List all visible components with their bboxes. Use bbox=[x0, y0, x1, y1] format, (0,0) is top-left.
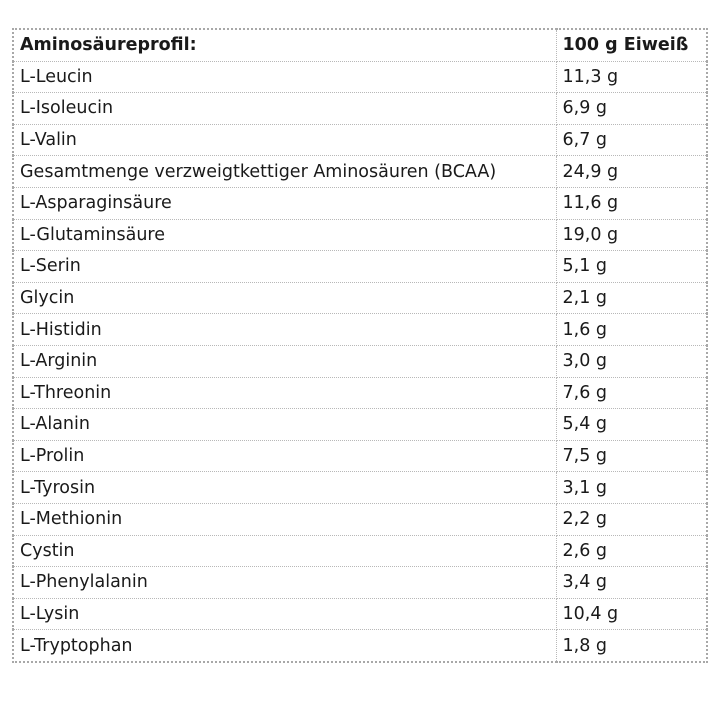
table-row bbox=[13, 187, 707, 219]
amino-acid-table bbox=[12, 28, 708, 663]
table-row bbox=[13, 503, 707, 535]
table-row bbox=[13, 314, 707, 346]
table-row bbox=[13, 567, 707, 599]
table-row bbox=[13, 598, 707, 630]
amino-acid-amount: 3,0 g bbox=[556, 345, 707, 377]
amino-acid-name: L-Glutaminsäure bbox=[13, 219, 556, 251]
amino-acid-name: L-Methionin bbox=[13, 503, 556, 535]
amino-acid-amount: 7,5 g bbox=[556, 440, 707, 472]
amino-acid-name: L-Asparaginsäure bbox=[13, 187, 556, 219]
amino-acid-name: L-Valin bbox=[13, 124, 556, 156]
amino-acid-name: L-Histidin bbox=[13, 314, 556, 346]
amino-acid-amount: 2,6 g bbox=[556, 535, 707, 567]
table-row bbox=[13, 156, 707, 188]
table-row bbox=[13, 630, 707, 662]
amino-acid-amount: 10,4 g bbox=[556, 598, 707, 630]
amino-acid-name: L-Arginin bbox=[13, 345, 556, 377]
amino-acid-name: Glycin bbox=[13, 282, 556, 314]
amino-acid-amount: 3,4 g bbox=[556, 567, 707, 599]
amino-acid-amount: 11,3 g bbox=[556, 61, 707, 93]
amino-acid-amount: 5,1 g bbox=[556, 251, 707, 283]
amino-acid-name: L-Tryptophan bbox=[13, 630, 556, 662]
amino-acid-name: L-Tyrosin bbox=[13, 472, 556, 504]
table-row bbox=[13, 124, 707, 156]
amino-acid-amount: 3,1 g bbox=[556, 472, 707, 504]
amino-acid-name: L-Phenylalanin bbox=[13, 567, 556, 599]
amino-acid-amount: 24,9 g bbox=[556, 156, 707, 188]
amino-acid-amount: 1,6 g bbox=[556, 314, 707, 346]
table-header-row bbox=[13, 29, 707, 61]
table-row bbox=[13, 61, 707, 93]
amino-acid-amount: 19,0 g bbox=[556, 219, 707, 251]
amino-acid-table-container bbox=[12, 28, 706, 663]
amino-acid-amount: 6,7 g bbox=[556, 124, 707, 156]
table-row bbox=[13, 535, 707, 567]
amino-acid-name: L-Prolin bbox=[13, 440, 556, 472]
table-body bbox=[13, 61, 707, 662]
amino-acid-amount: 2,1 g bbox=[556, 282, 707, 314]
amino-acid-amount: 7,6 g bbox=[556, 377, 707, 409]
amino-acid-name: L-Threonin bbox=[13, 377, 556, 409]
amino-acid-name: Cystin bbox=[13, 535, 556, 567]
header-amino-acid-profile: Aminosäureprofil: bbox=[13, 29, 556, 61]
amino-acid-name: L-Alanin bbox=[13, 409, 556, 441]
table-row bbox=[13, 472, 707, 504]
table-row bbox=[13, 93, 707, 125]
amino-acid-amount: 2,2 g bbox=[556, 503, 707, 535]
table-row bbox=[13, 282, 707, 314]
amino-acid-name: L-Lysin bbox=[13, 598, 556, 630]
amino-acid-amount: 6,9 g bbox=[556, 93, 707, 125]
header-per-100g-protein: 100 g Eiweiß bbox=[556, 29, 707, 61]
amino-acid-name: L-Serin bbox=[13, 251, 556, 283]
amino-acid-amount: 11,6 g bbox=[556, 187, 707, 219]
table-row bbox=[13, 345, 707, 377]
amino-acid-name: L-Leucin bbox=[13, 61, 556, 93]
amino-acid-amount: 1,8 g bbox=[556, 630, 707, 662]
amino-acid-name: L-Isoleucin bbox=[13, 93, 556, 125]
table-row bbox=[13, 440, 707, 472]
table-row bbox=[13, 377, 707, 409]
table-row bbox=[13, 219, 707, 251]
amino-acid-amount: 5,4 g bbox=[556, 409, 707, 441]
amino-acid-name: Gesamtmenge verzweigtkettiger Aminosäuren (BCAA) bbox=[13, 156, 556, 188]
table-row bbox=[13, 409, 707, 441]
table-row bbox=[13, 251, 707, 283]
